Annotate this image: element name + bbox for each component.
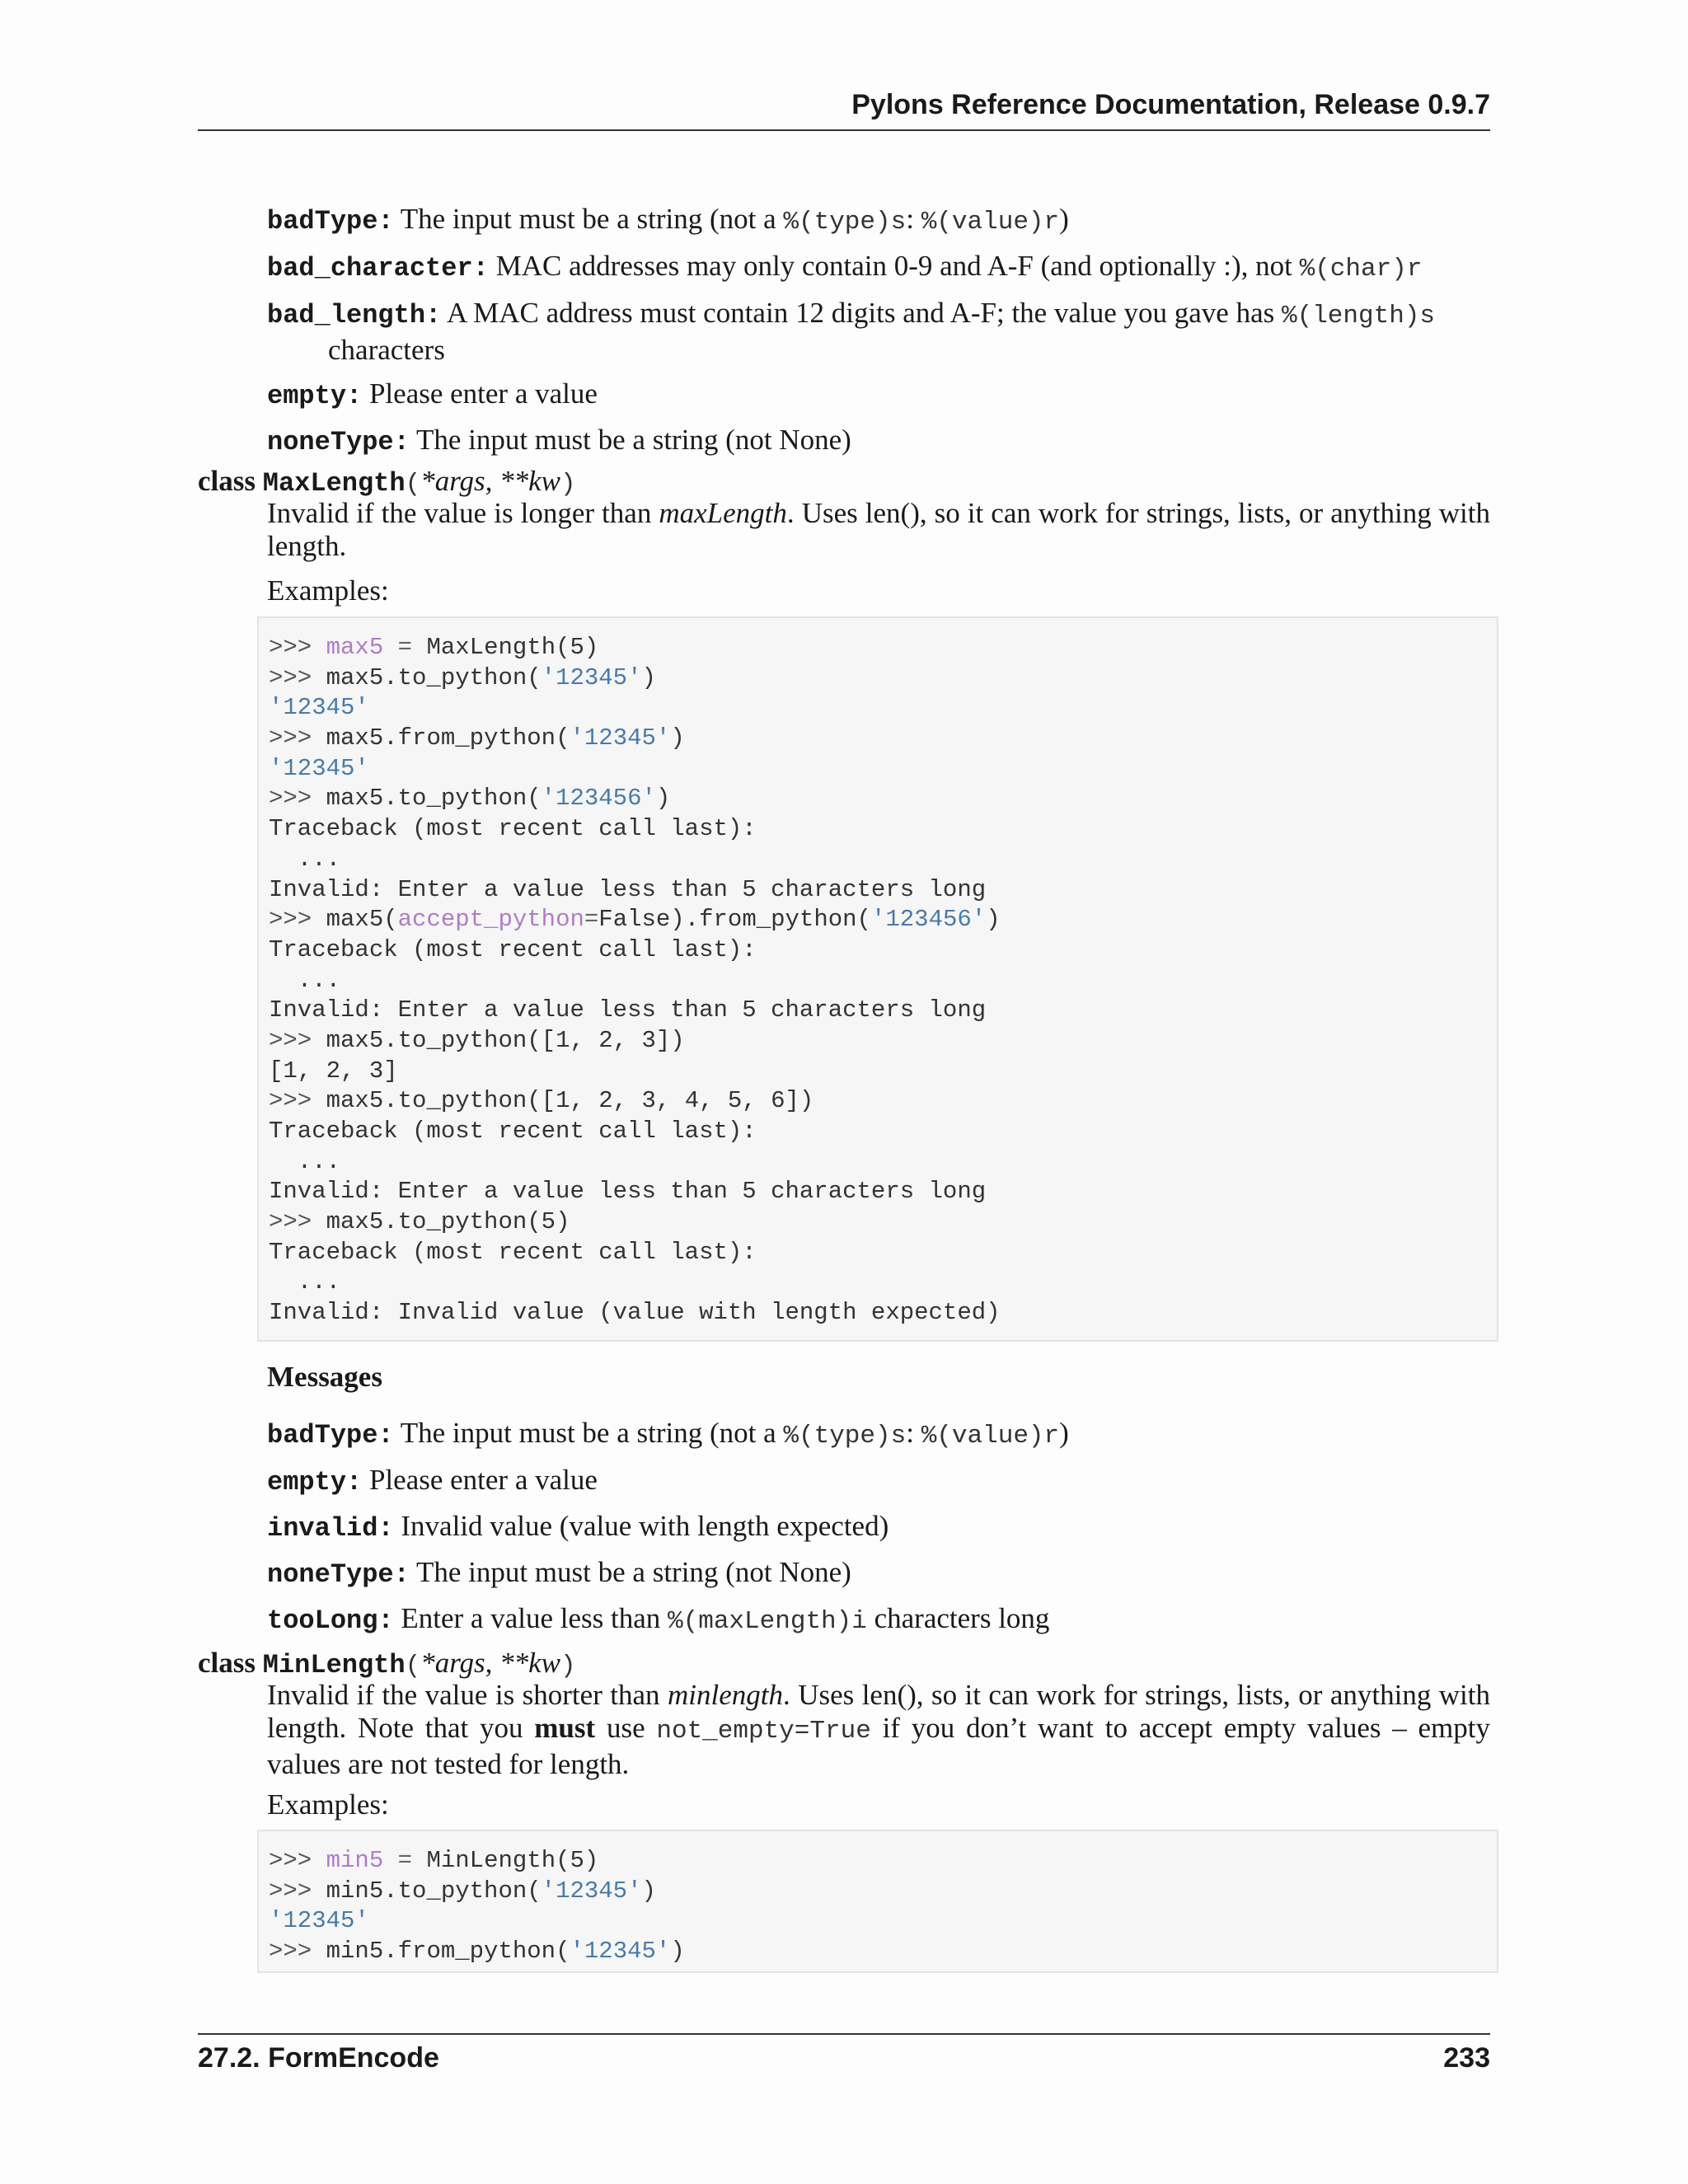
- code-line: Traceback (most recent call last):: [269, 815, 757, 843]
- code-line: >>> max5.to_python([1, 2, 3]): [269, 1026, 685, 1054]
- minlength-code-block: [257, 1830, 1498, 1973]
- code-line: >>> max5.from_python('12345'): [269, 724, 685, 752]
- top-messages-list: [267, 202, 1495, 469]
- footer-rule: [198, 2033, 1490, 2035]
- message-item: empty: Please enter a value: [267, 377, 598, 411]
- maxlength-signature: class MaxLength(*args, **kw): [198, 465, 576, 499]
- messages-heading: Messages: [267, 1361, 382, 1393]
- code-line: ...: [269, 1147, 341, 1175]
- message-item: bad_character: MAC addresses may only contain 0-9 and A-F (and optionally :), not %(char)r: [267, 250, 1423, 284]
- message-item: badType: The input must be a string (not a %(type)s: %(value)r): [267, 203, 1069, 237]
- maxlength-code-block: [257, 616, 1498, 1342]
- code-line: Traceback (most recent call last):: [269, 1118, 757, 1145]
- message-item: bad_length: A MAC address must contain 12 digits and A-F; the value you gave has %(length)s characters: [267, 297, 1436, 366]
- header-rule: [198, 129, 1490, 131]
- code-line: >>> max5.to_python('12345'): [269, 663, 656, 691]
- code-line: >>> max5.to_python('123456'): [269, 785, 671, 813]
- minlength-description: Invalid if the value is shorter than minlength. Uses len(), so it can work for strings, lists, or anything with length. Note that you must use not_empty=True if you don’t want to accept empty values – empty values are not tested for length.: [267, 1679, 1490, 1780]
- message-item: invalid: Invalid value (value with length expected): [267, 1510, 889, 1544]
- code-line: >>> min5.to_python('12345'): [269, 1877, 656, 1905]
- code-line: >>> max5 = MaxLength(5): [269, 634, 599, 661]
- code-line: ...: [269, 966, 341, 994]
- code-line: >>> max5.to_python(5): [269, 1208, 570, 1236]
- code-line: '12345': [269, 694, 369, 722]
- page-footer: [198, 2042, 1490, 2074]
- page-number: 233: [1443, 2042, 1490, 2074]
- code-line: '12345': [269, 1907, 369, 1935]
- maxlength-description: Invalid if the value is longer than maxLength. Uses len(), so it can work for strings, lists, or anything with length.: [267, 497, 1490, 562]
- code-line: '12345': [269, 754, 369, 782]
- message-item: noneType: The input must be a string (not None): [267, 1556, 851, 1590]
- code-line: Invalid: Enter a value less than 5 characters long: [269, 996, 987, 1024]
- minlength-signature: class MinLength(*args, **kw): [198, 1647, 576, 1680]
- message-item: empty: Please enter a value: [267, 1464, 598, 1497]
- footer-section: 27.2. FormEncode: [198, 2042, 439, 2074]
- code-line: Traceback (most recent call last):: [269, 935, 757, 963]
- message-item: noneType: The input must be a string (not None): [267, 424, 851, 457]
- code-line: >>> max5.to_python([1, 2, 3, 4, 5, 6]): [269, 1087, 814, 1115]
- minlength-examples-label: Examples:: [267, 1788, 389, 1821]
- code-line: Invalid: Enter a value less than 5 characters long: [269, 1178, 987, 1206]
- maxlength-messages-list: [267, 1416, 1495, 1648]
- code-line: Traceback (most recent call last):: [269, 1238, 757, 1266]
- message-item: tooLong: Enter a value less than %(maxLength)i characters long: [267, 1602, 1050, 1636]
- code-line: ...: [269, 845, 341, 873]
- code-line: >>> min5.from_python('12345'): [269, 1938, 685, 1966]
- code-line: Invalid: Invalid value (value with length expected): [269, 1299, 1001, 1327]
- code-line: >>> min5 = MinLength(5): [269, 1847, 599, 1874]
- code-line: ...: [269, 1268, 341, 1296]
- maxlength-examples-label: Examples:: [267, 574, 389, 607]
- message-item: badType: The input must be a string (not a %(type)s: %(value)r): [267, 1417, 1069, 1451]
- code-line: >>> max5(accept_python=False).from_python('123456'): [269, 906, 1001, 934]
- code-line: [1, 2, 3]: [269, 1057, 398, 1085]
- code-line: Invalid: Enter a value less than 5 characters long: [269, 875, 987, 903]
- page-header: Pylons Reference Documentation, Release 0.9.7: [851, 89, 1490, 120]
